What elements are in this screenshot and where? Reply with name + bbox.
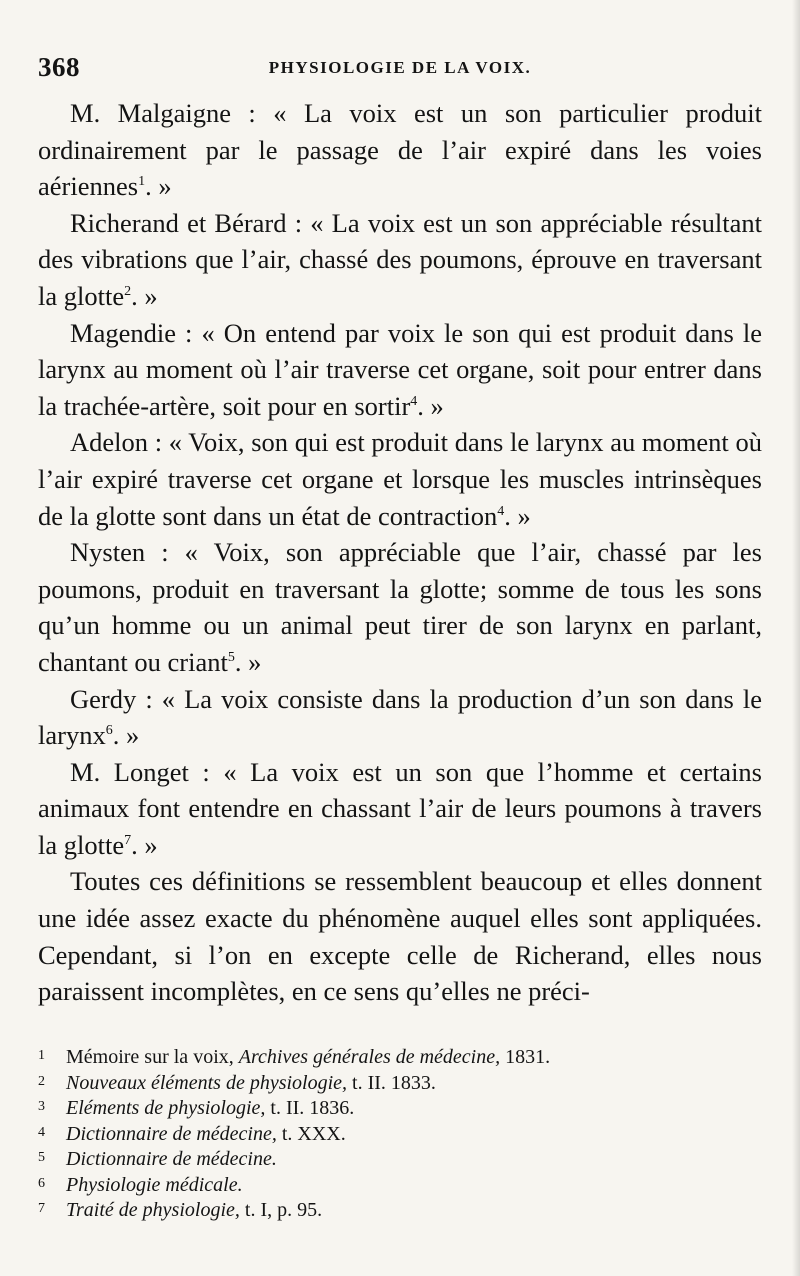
footnote-rest: t. II. 1836. xyxy=(265,1097,355,1119)
paragraph-tail: . » xyxy=(131,829,158,860)
paragraph-tail: . » xyxy=(131,280,158,311)
footnote-ref: 4 xyxy=(410,393,418,409)
paragraph xyxy=(38,863,762,1009)
running-title: PHYSIOLOGIE DE LA VOIX. xyxy=(268,58,532,77)
paragraph xyxy=(38,424,762,534)
footnote-ref: 5 xyxy=(227,650,235,666)
footnote xyxy=(38,1198,762,1224)
paragraph-text: Nysten : « Voix, son appréciable que l’air, chassé par les poumons, produit en traversant la glotte; somme de tous les sons qu’un homme ou un animal peut tirer de son larynx en parlant, chantant ou criant xyxy=(38,537,762,677)
footnote xyxy=(38,1147,762,1173)
footnote-rest: t. II. 1833. xyxy=(347,1071,436,1094)
footnote-plain: Mémoire sur la voix, xyxy=(66,1046,239,1068)
paragraph xyxy=(38,534,762,680)
paragraph-tail: . » xyxy=(112,720,140,751)
paragraph xyxy=(38,205,762,315)
paragraph-text: Gerdy : « La voix consiste dans la production d’un son dans le larynx xyxy=(38,683,762,751)
footnote-ref: 6 xyxy=(105,723,113,739)
paragraph-tail: . » xyxy=(145,171,172,202)
footnote-rest: t. XXX. xyxy=(276,1122,346,1145)
paragraph xyxy=(38,95,762,205)
footnote-title: Archives générales de médecine, xyxy=(238,1046,501,1068)
page-edge-shadow xyxy=(792,0,800,1276)
footnote-title: Traité de physiologie, xyxy=(66,1199,240,1221)
paragraph-text: Adelon : « Voix, son qui est produit dans le larynx au moment où l’air expiré traverse cet organe et lorsque les muscles intrinsèques de la glotte sont dans un état de contraction xyxy=(38,427,762,531)
book-page xyxy=(38,0,762,1276)
footnote xyxy=(38,1045,762,1071)
footnote-ref: 7 xyxy=(124,833,132,849)
footnote-title: Dictionnaire de médecine, xyxy=(66,1122,277,1145)
footnote-ref: 2 xyxy=(124,284,132,300)
footnote-mark: 7 xyxy=(38,1201,45,1216)
footnote-rest: t. I, p. 95. xyxy=(239,1199,323,1221)
paragraph-text: Richerand et Bérard : « La voix est un son appréciable résultant des vibrations que l’air, chassé des poumons, éprouve en traversant la glotte xyxy=(38,207,762,311)
paragraph-text: Magendie : « On entend par voix le son qui est produit dans le larynx au moment où l’air traverse cet organe, soit pour entrer dans la trachée-artère, soit pour en sortir xyxy=(38,317,762,421)
footnotes xyxy=(38,1045,762,1224)
paragraph-text: Toutes ces définitions se ressemblent beaucoup et elles donnent une idée assez exacte du phénomène auquel elles sont appliquées. Cependant, si l’on en excepte celle de Richerand, elles nous paraissent incomplètes, en ce sens qu’elles ne préci- xyxy=(38,866,762,1007)
paragraph-tail: . » xyxy=(234,646,262,677)
footnote xyxy=(38,1173,762,1199)
paragraph xyxy=(38,681,762,754)
footnote-ref: 1 xyxy=(138,174,146,190)
page-number: 368 xyxy=(38,52,80,82)
footnote-title: Eléments de physiologie, xyxy=(66,1097,266,1119)
paragraph-tail: . » xyxy=(417,390,444,421)
page-header xyxy=(38,52,762,86)
footnote-mark: 3 xyxy=(38,1099,45,1114)
paragraph xyxy=(38,754,762,864)
paragraph-text: M. Malgaigne : « La voix est un son particulier produit ordinairement par le passage de l’air expiré dans les voies aériennes xyxy=(38,98,762,202)
footnote-mark: 2 xyxy=(38,1073,45,1089)
footnote-mark: 6 xyxy=(38,1175,45,1191)
footnote-title: Nouveaux éléments de physiologie, xyxy=(66,1071,348,1094)
paragraph-tail: . » xyxy=(504,500,531,531)
footnote xyxy=(38,1071,762,1097)
footnote-title: Dictionnaire de médecine. xyxy=(66,1148,277,1170)
footnote xyxy=(38,1122,762,1148)
footnote-mark: 5 xyxy=(38,1150,45,1165)
paragraph-text: M. Longet : « La voix est un son que l’homme et certains animaux font entendre en chassant l’air de leurs poumons à travers la glotte xyxy=(38,756,762,860)
footnote-mark: 4 xyxy=(38,1124,45,1140)
footnote xyxy=(38,1096,762,1122)
footnote-rest: 1831. xyxy=(500,1046,551,1068)
footnote-title: Physiologie médicale. xyxy=(66,1173,243,1196)
body-text xyxy=(38,95,762,1010)
footnote-mark: 1 xyxy=(38,1048,45,1063)
footnote-ref: 4 xyxy=(497,503,505,519)
paragraph xyxy=(38,315,762,425)
